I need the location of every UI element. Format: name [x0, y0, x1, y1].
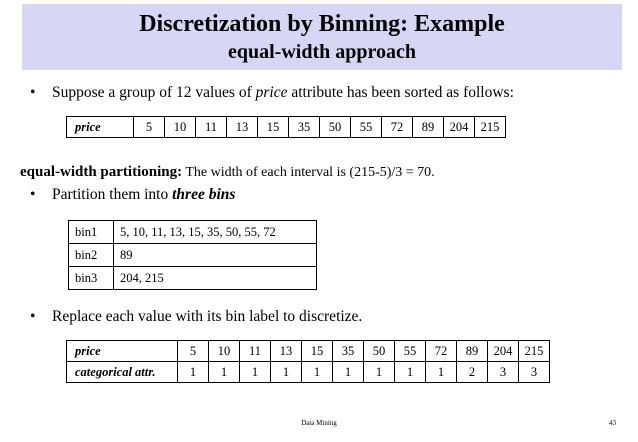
bullet-emph: price: [255, 84, 288, 101]
price-value-cell: 72: [382, 117, 413, 138]
bullet-text-before: Partition them into: [52, 186, 173, 203]
price-value-cell: 215: [519, 341, 550, 362]
bin-values: 5, 10, 11, 13, 15, 35, 50, 55, 72: [114, 221, 317, 244]
page-number: 43: [609, 419, 616, 427]
category-value-cell: 3: [519, 362, 550, 383]
price-value-cell: 204: [488, 341, 519, 362]
price-value-cell: 55: [395, 341, 426, 362]
price-value-cell: 15: [258, 117, 289, 138]
category-value-cell: 1: [240, 362, 271, 383]
price-value-cell: 55: [351, 117, 382, 138]
price-value-cell: 72: [426, 341, 457, 362]
bullet-emph: three bins: [172, 186, 236, 203]
price-value-cell: 35: [333, 341, 364, 362]
price-value-cell: 215: [475, 117, 506, 138]
price-value-cell: 204: [444, 117, 475, 138]
price-value-cell: 15: [302, 341, 333, 362]
bullet-suppose: [30, 84, 514, 102]
bin-label: bin3: [69, 267, 114, 290]
bullet-text-before: Suppose a group of 12 values of: [52, 84, 256, 101]
bullet-partition: [30, 186, 235, 204]
bullet-marker: •: [30, 308, 36, 325]
bullet-marker: •: [30, 186, 36, 203]
page-subtitle: equal-width approach: [227, 41, 416, 63]
partition-description: [20, 164, 435, 181]
price-value-cell: 10: [165, 117, 196, 138]
categorical-table: [66, 340, 550, 383]
categorical-header-cell: categorical attr.: [67, 362, 178, 383]
price-value-cell: 13: [227, 117, 258, 138]
category-value-cell: 2: [457, 362, 488, 383]
category-value-cell: 1: [426, 362, 457, 383]
price-value-cell: 89: [457, 341, 488, 362]
category-value-cell: 1: [302, 362, 333, 383]
price-value-cell: 89: [413, 117, 444, 138]
category-value-cell: 1: [209, 362, 240, 383]
table-row: [69, 244, 317, 267]
price-header-cell: price: [67, 117, 134, 138]
price-value-cell: 35: [289, 117, 320, 138]
bullet-marker: •: [30, 84, 36, 101]
title-banner: [22, 4, 622, 70]
price-value-cell: 13: [271, 341, 302, 362]
bullet-replace: [30, 308, 362, 326]
category-value-cell: 3: [488, 362, 519, 383]
category-value-cell: 1: [333, 362, 364, 383]
category-value-cell: 1: [364, 362, 395, 383]
table-row: [69, 221, 317, 244]
price-value-cell: 5: [134, 117, 165, 138]
price-table: [66, 116, 506, 138]
category-value-cell: 1: [271, 362, 302, 383]
bin-values: 204, 215: [114, 267, 317, 290]
page-title: Discretization by Binning: Example: [139, 11, 505, 37]
bin-label: bin1: [69, 221, 114, 244]
bullet-text-after: attribute has been sorted as follows:: [287, 84, 514, 101]
footer-title: Data Mining: [301, 419, 337, 427]
price-value-cell: 50: [364, 341, 395, 362]
bins-table: [68, 220, 317, 290]
price-value-cell: 5: [178, 341, 209, 362]
partition-text: The width of each interval is (215-5)/3 = 70.: [182, 165, 435, 180]
bullet-text: Replace each value with its bin label to discretize.: [52, 308, 363, 325]
partition-bold-label: equal-width partitioning:: [20, 164, 183, 180]
category-value-cell: 1: [178, 362, 209, 383]
price-value-cell: 50: [320, 117, 351, 138]
table-row: [67, 117, 506, 138]
price-value-cell: 11: [240, 341, 271, 362]
price-header-cell: price: [67, 341, 178, 362]
table-row: [69, 267, 317, 290]
table-row: [67, 341, 550, 362]
table-row: [67, 362, 550, 383]
bin-label: bin2: [69, 244, 114, 267]
price-value-cell: 10: [209, 341, 240, 362]
bin-values: 89: [114, 244, 317, 267]
category-value-cell: 1: [395, 362, 426, 383]
price-value-cell: 11: [196, 117, 227, 138]
